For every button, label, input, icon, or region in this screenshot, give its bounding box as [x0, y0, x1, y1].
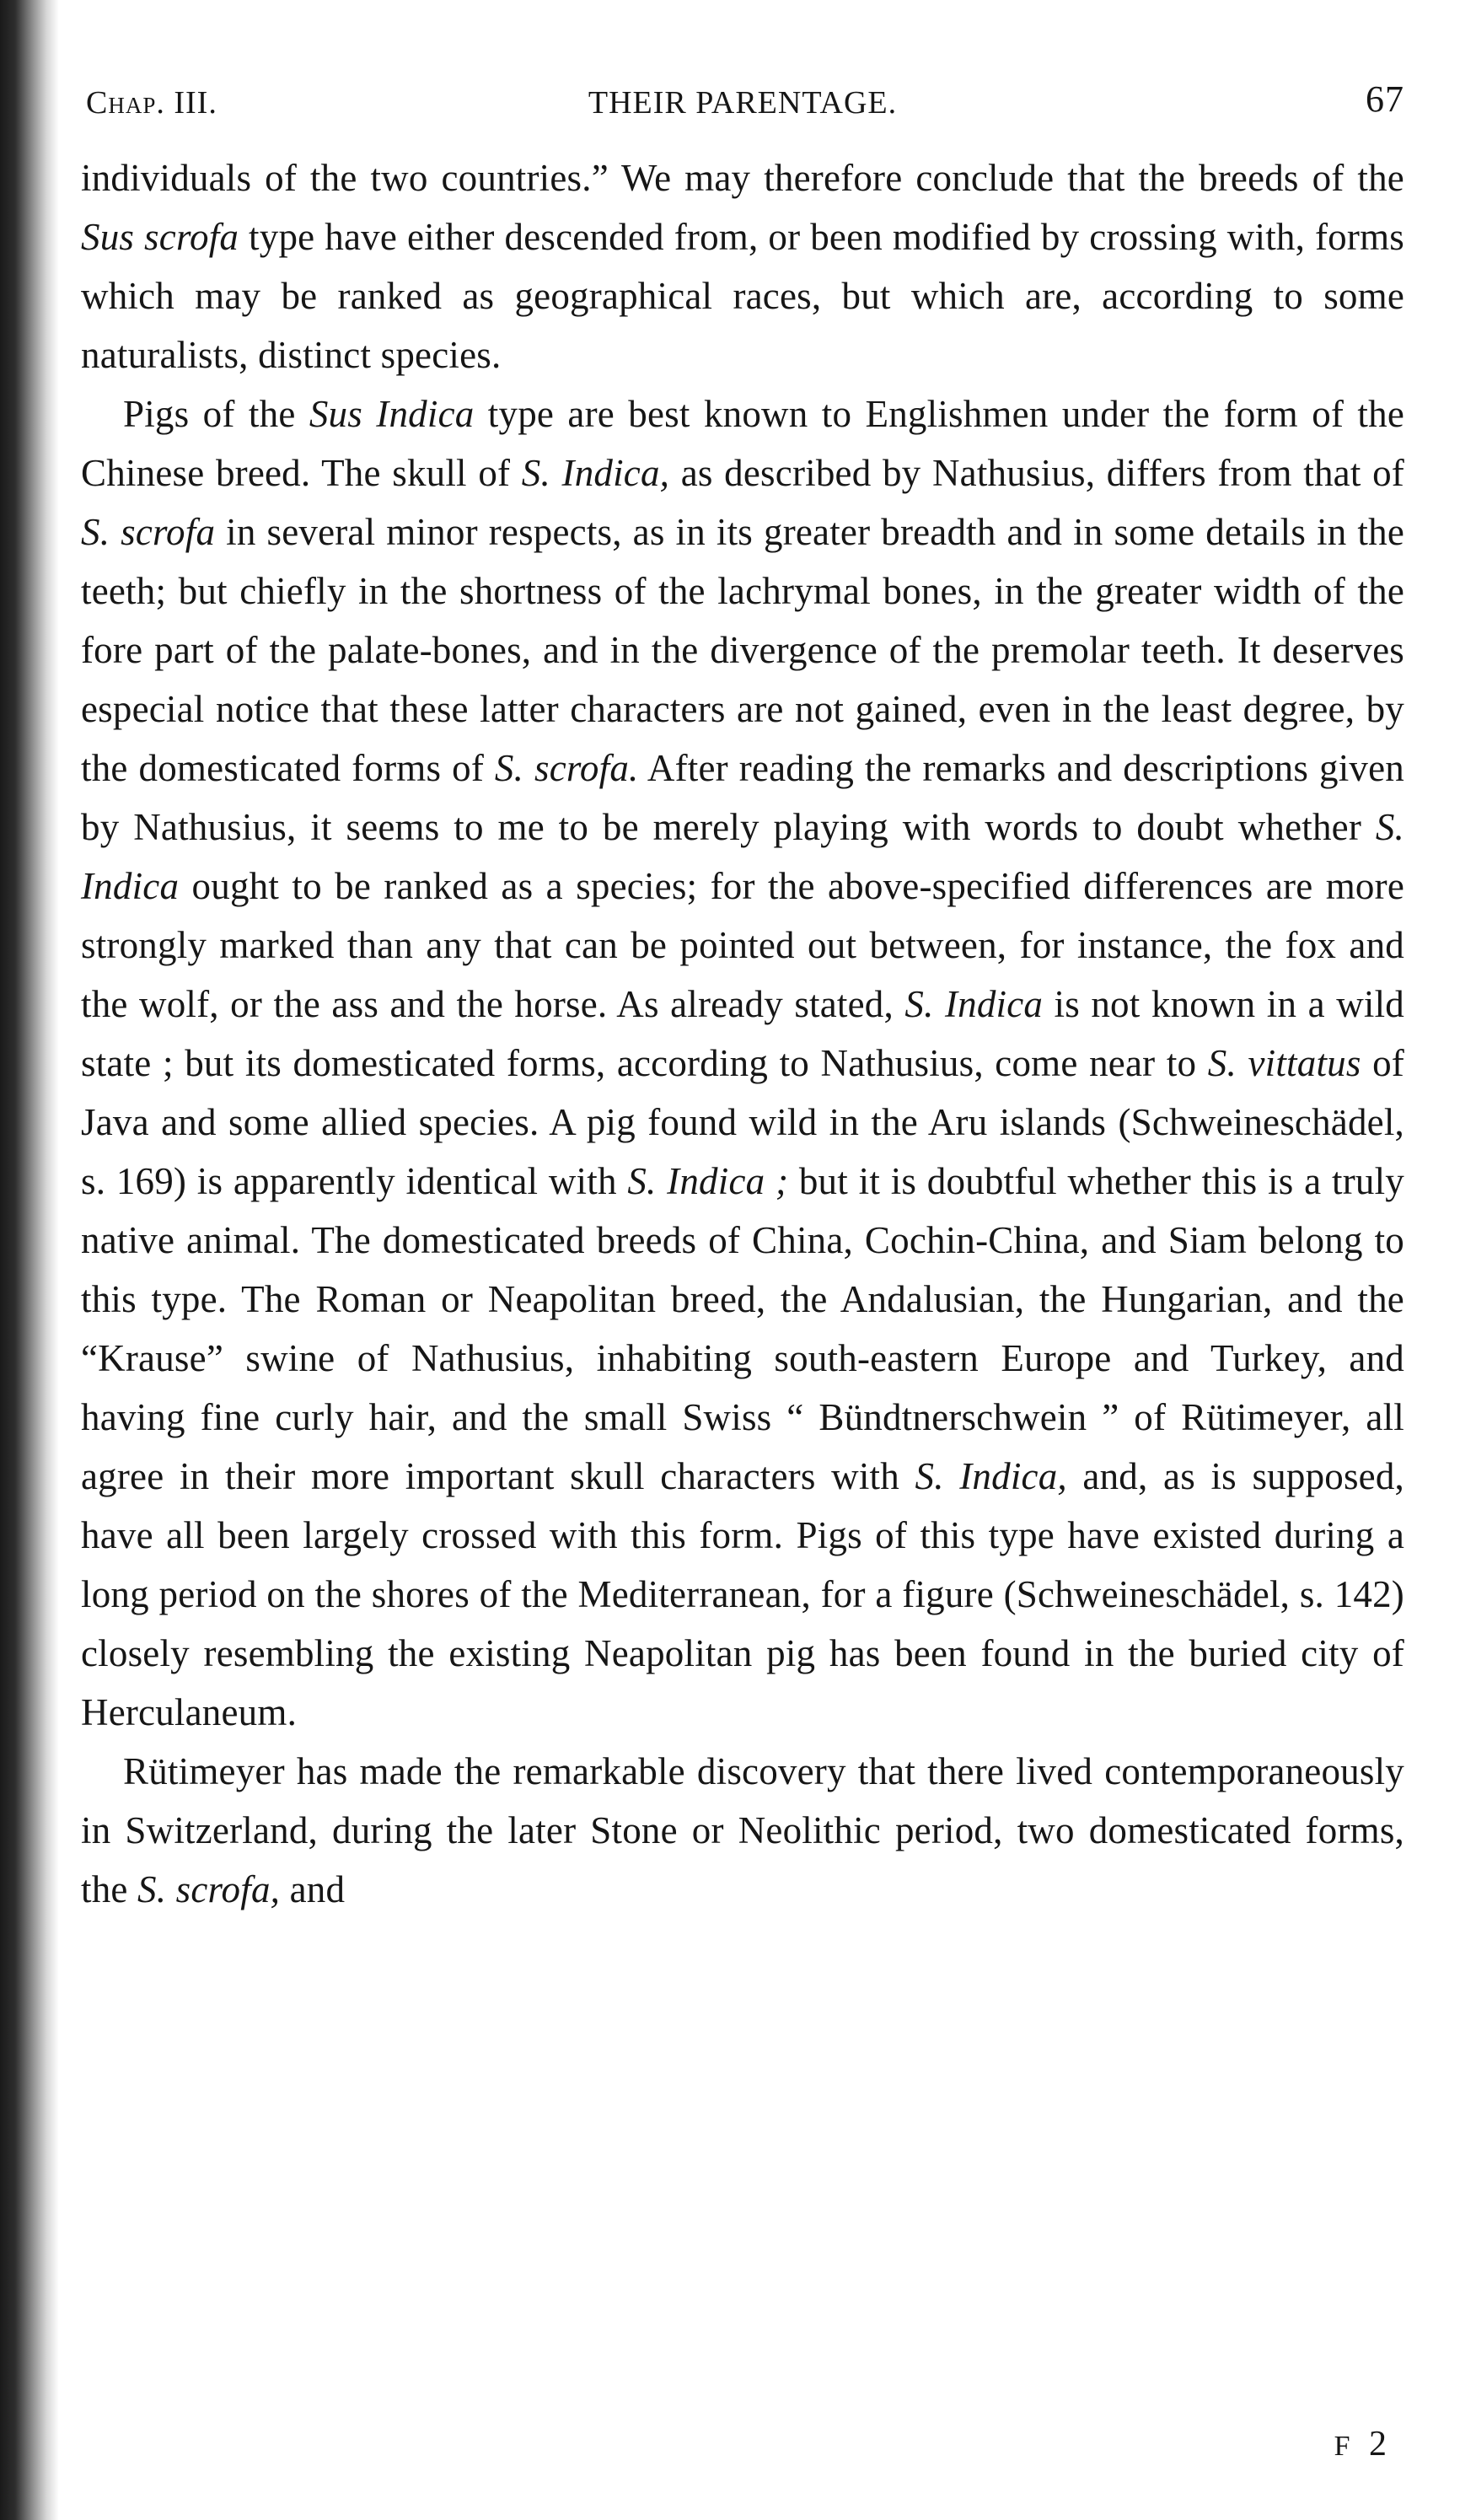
paragraph	[81, 148, 1404, 384]
book-spine-shadow	[0, 0, 59, 2520]
text-run: type have either descended from, or been modified by crossing with, forms which may be ranked as geographical races, but which are, according to some naturalists, distinct species.	[81, 216, 1404, 376]
text-run: After reading the remarks and descriptions given by Nathusius, it seems to me to be merely playing with words to doubt whether	[81, 747, 1404, 848]
text-run: but it is doubtful whether this is a truly native animal. The domesticated breeds of China, Cochin-China, and Siam belong to this type. The Roman or Neapolitan breed, the Andalusian, the Hungarian, and the “Krause” swine of Nathusius, inhabiting south-eastern Europe and Turkey, and having fine curly hair, and the small Swiss “ Bündtnerschwein ” of Rütimeyer, all agree in their more important skull characters with	[81, 1160, 1404, 1497]
text-run: is not known in a wild state ; but its domesticated forms, according to Nathusius, come near to	[81, 983, 1404, 1084]
italic-text: S. scrofa,	[137, 1868, 281, 1910]
signature-letter: F	[1334, 2431, 1355, 2462]
text-run: Pigs of the	[123, 393, 309, 435]
italic-text: S. Indica ;	[627, 1160, 789, 1202]
text-run: Rütimeyer has made the remarkable discovery that there lived contemporaneously in Switzerland, during the later Stone or Neolithic period, two domesticated forms, the	[81, 1750, 1404, 1910]
text-run: of Java and some allied species. A pig found wild in the Aru islands (Schweineschädel, s. 169) is apparently identical with	[81, 1042, 1404, 1202]
text-run: in several minor respects, as in its greater breadth and in some details in the teeth; but chiefly in the shortness of the lachrymal bones, in the greater width of the fore part of the palate-bones, and in the divergence of the premolar teeth. It deserves especial notice that these latter characters are not gained, even in the least degree, by the domesticated forms of	[81, 511, 1404, 789]
page-number: 67	[1366, 78, 1404, 120]
paragraph	[81, 1742, 1404, 1919]
signature-mark	[1334, 2424, 1392, 2464]
text-run: and, as is supposed, have all been largely crossed with this form. Pigs of this type have existed during a long period on the shores of the Mediterranean, for a figure (Schweineschädel, s. 142) closely resembling the existing Neapolitan pig has been found in the buried city of Herculaneum.	[81, 1455, 1405, 1733]
book-page	[81, 74, 1404, 1919]
italic-text: S. Indica	[81, 806, 1404, 907]
text-run: and	[280, 1868, 346, 1910]
italic-text: S. vittatus	[1207, 1042, 1361, 1084]
italic-text: S. Indica,	[521, 452, 670, 494]
text-run: type are best known to Englishmen under the form of the Chinese breed. The skull of	[81, 393, 1404, 494]
italic-text: S. scrofa.	[494, 747, 639, 789]
text-run: ought to be ranked as a species; for the above-specified differences are more strongly marked than any that can be pointed out between, for instance, the fox and the wolf, or the ass and the horse. As already stated,	[81, 865, 1404, 1025]
italic-text: S. Indica,	[915, 1455, 1067, 1497]
running-head	[81, 74, 1404, 133]
italic-text: S. Indica	[904, 983, 1044, 1025]
paragraph	[81, 384, 1404, 1742]
running-title: THEIR PARENTAGE.	[588, 85, 898, 121]
italic-text: Sus Indica	[309, 393, 475, 435]
chapter-label: Chap. III.	[86, 85, 217, 121]
body-text	[81, 148, 1404, 1919]
signature-number: 2	[1369, 2425, 1392, 2464]
text-run: as described by Nathusius, differs from that of	[669, 452, 1404, 494]
italic-text: S. scrofa	[81, 511, 216, 553]
text-run: individuals of the two countries.” We may therefore conclude that the breeds of the	[81, 157, 1404, 199]
italic-text: Sus scrofa	[81, 216, 239, 258]
